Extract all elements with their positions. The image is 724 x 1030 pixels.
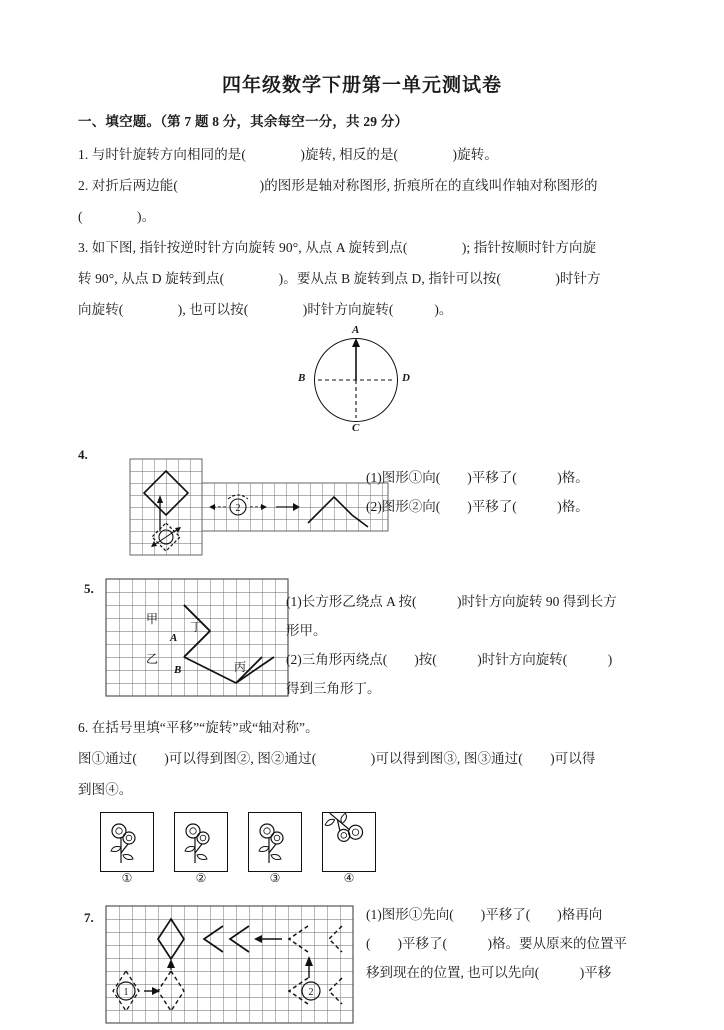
question-5-sidetext: [286, 587, 656, 703]
circle-label-a: A: [352, 324, 360, 336]
q7-mark-1: 1: [123, 987, 129, 998]
circle-axes: [314, 338, 398, 422]
svg-text:A: A: [170, 632, 178, 644]
question-3-line1: 3. 如下图, 指针按逆时针方向旋转 90°, 从点 A 旋转到点( ); 指针按顺时针方向旋: [78, 240, 597, 255]
question-4-line-2: (2)图形②向( )平移了( )格。: [366, 499, 589, 514]
question-6-line2: 图①通过( )可以得到图②, 图②通过( )可以得到图③, 图③通过( )可以得: [78, 751, 596, 766]
question-7-block: [78, 900, 650, 1030]
flower-box-1: [100, 812, 154, 885]
question-7-line-2: ( )平移了( )格。要从原来的位置平: [366, 936, 627, 951]
question-7-number: 7.: [84, 910, 94, 925]
question-3-line3: 向旋转( ), 也可以按( )时针方向旋转( )。: [78, 302, 453, 317]
circle-label-b: B: [298, 372, 306, 384]
flower-icon-4: [323, 813, 373, 869]
svg-text:乙: 乙: [146, 652, 159, 666]
circle-label-c: C: [352, 422, 360, 434]
flower-icon-1: [101, 813, 151, 869]
flower-caption-1: ①: [121, 871, 133, 885]
question-5-grid: [106, 579, 296, 697]
question-2-text-line2: ( )。: [78, 209, 156, 224]
question-6-line1: 6. 在括号里填“平移”“旋转”或“轴对称”。: [78, 720, 319, 735]
question-7-line-1: (1)图形①先向( )平移了( )格再向: [366, 907, 603, 922]
question-1-text: 1. 与时针旋转方向相同的是( )旋转, 相反的是( )旋转。: [78, 147, 498, 162]
question-7-line-3: 移到现在的位置, 也可以先向( )平移: [366, 965, 612, 980]
section-heading: 一、填空题。（第 7 题 8 分，其余每空一分，共 29 分）: [78, 114, 409, 129]
question-7-figure: [106, 906, 356, 1024]
question-7-sidetext: [366, 900, 666, 987]
q7-mark-2: 2: [308, 987, 314, 998]
flower-box-2: [174, 812, 228, 885]
svg-text:2: 2: [235, 503, 241, 514]
flower-icon-3: [249, 813, 299, 869]
svg-text:丙: 丙: [234, 660, 247, 674]
question-5-figure: [106, 579, 296, 697]
question-6-line3: 到图④。: [78, 782, 133, 797]
flower-box-4: [322, 812, 376, 885]
flower-caption-4: ④: [343, 871, 355, 885]
question-5-line-4: 得到三角形丁。: [286, 681, 381, 696]
question-6-figures: [78, 812, 650, 890]
question-4-sidetext: [366, 463, 666, 521]
flower-caption-3: ③: [269, 871, 281, 885]
question-4-line-1: (1)图形①向( )平移了( )格。: [366, 470, 589, 485]
question-5-line-2: 形甲。: [286, 623, 327, 638]
question-4-grid: [130, 459, 400, 559]
question-3-figure: [264, 324, 464, 435]
question-4-number: 4.: [78, 447, 88, 462]
question-5-block: [78, 579, 650, 703]
question-5-number: 5.: [84, 581, 94, 596]
question-4-figure: [130, 459, 400, 559]
svg-text:丁: 丁: [190, 620, 203, 634]
svg-text:甲: 甲: [146, 612, 159, 626]
page-title: 四年级数学下册第一单元测试卷: [221, 75, 502, 96]
worksheet-content: [78, 110, 650, 1030]
flower-caption-2: ②: [195, 871, 207, 885]
question-7-grid: [106, 906, 356, 1024]
question-5-line-3: (2)三角形丙绕点( )按( )时针方向旋转( ): [286, 652, 613, 667]
flower-icon-2: [175, 813, 225, 869]
circle-diagram: [298, 324, 410, 434]
question-3-line2: 转 90°, 从点 D 旋转到点( )。要从点 B 旋转到点 D, 指针可以按( )时针方: [78, 271, 601, 286]
question-5-line-1: (1)长方形乙绕点 A 按( )时针方向旋转 90 得到长方: [286, 594, 617, 609]
svg-text:B: B: [174, 664, 182, 676]
question-4-block: [78, 445, 650, 565]
question-2-text: 2. 对折后两边能( )的图形是轴对称图形, 折痕所在的直线叫作轴对称图形的: [78, 178, 598, 193]
flower-box-3: [248, 812, 302, 885]
circle-label-d: D: [402, 372, 410, 384]
